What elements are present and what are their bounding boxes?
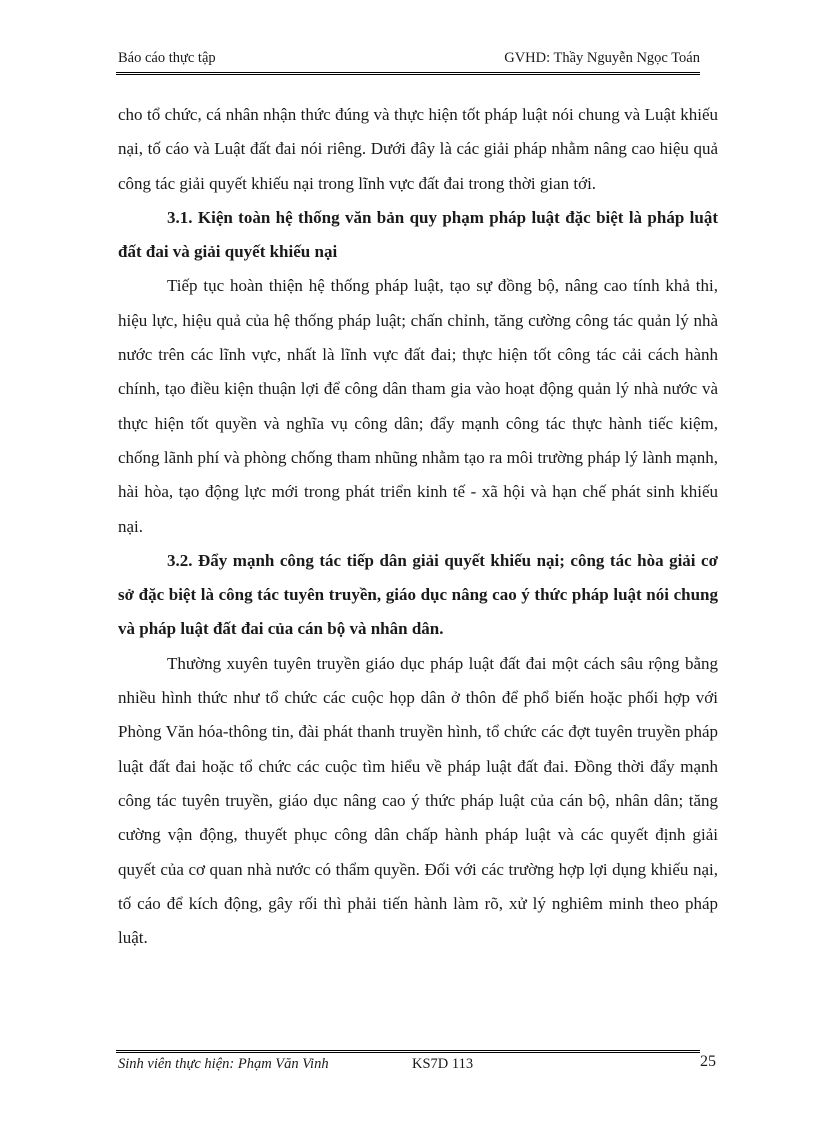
footer-student: Sinh viên thực hiện: Phạm Văn Vinh [118,1056,329,1072]
section-heading-3-2: 3.2. Đẩy mạnh công tác tiếp dân giải quyết khiếu nại; công tác hòa giải cơ sở đặc biệt là công tác tuyên truyền, giáo dục nâng cao ý thức pháp luật nói chung và pháp luật đất đai của cán bộ và nhân dân. [118,550,718,639]
footer-class-code: KS7D 113 [412,1056,474,1072]
footer-divider [116,1050,700,1053]
section-heading-3-1: 3.1. Kiện toàn hệ thống văn bản quy phạm pháp luật đặc biệt là pháp luật đất đai và giải quyết khiếu nại [118,207,718,262]
paragraph-intro: cho tổ chức, cá nhân nhận thức đúng và thực hiện tốt pháp luật nói chung và Luật khiếu nại, tố cáo và Luật đất đai nói riêng. Dưới đây là các giải pháp nhằm nâng cao hiệu quả công tác giải quyết khiếu nại trong lĩnh vực đất đai trong thời gian tới. [118,105,718,193]
page-number: 25 [700,1053,716,1070]
header-divider [116,72,700,75]
header-report-title: Báo cáo thực tập [118,50,216,66]
paragraph-3-1: Tiếp tục hoàn thiện hệ thống pháp luật, tạo sự đồng bộ, nâng cao tính khả thi, hiệu lực, hiệu quả của hệ thống pháp luật; chấn chỉnh, tăng cường công tác quản lý nhà nước trên các lĩnh vực, nhất là lĩnh vực đất đai; thực hiện tốt công tác cải cách hành chính, tạo điều kiện thuận lợi để công dân tham gia vào hoạt động quản lý nhà nước và thực hiện tốt quyền và nghĩa vụ công dân; đẩy mạnh công tác thực hành tiếc kiệm, chống lãnh phí và phòng chống tham nhũng nhằm tạo ra môi trường pháp lý lành mạnh, hài hòa, tạo động lực mới trong phát triển kinh tế - xã hội và hạn chế phát sinh khiếu nại. [118,276,718,536]
header-supervisor: GVHD: Thầy Nguyễn Ngọc Toán [504,50,700,66]
document-body [118,98,718,955]
page-header [118,50,700,72]
paragraph-3-2: Thường xuyên tuyên truyền giáo dục pháp luật đất đai một cách sâu rộng bằng nhiều hình thức như tổ chức các cuộc họp dân ở thôn để phổ biến hoặc phối hợp với Phòng Văn hóa-thông tin, đài phát thanh truyền hình, tổ chức các đợt tuyên truyền pháp luật đất đai hoặc tổ chức các cuộc tìm hiểu về pháp luật đất đai. Đồng thời đẩy mạnh công tác tuyên truyền, giáo dục nâng cao ý thức pháp luật của cán bộ, nhân dân; tăng cường vận động, thuyết phục công dân chấp hành pháp luật và các quyết định giải quyết của cơ quan nhà nước có thẩm quyền. Đối với các trường hợp lợi dụng khiếu nại, tố cáo để kích động, gây rối thì phải tiến hành làm rõ, xử lý nghiêm minh theo pháp luật. [118,653,718,948]
